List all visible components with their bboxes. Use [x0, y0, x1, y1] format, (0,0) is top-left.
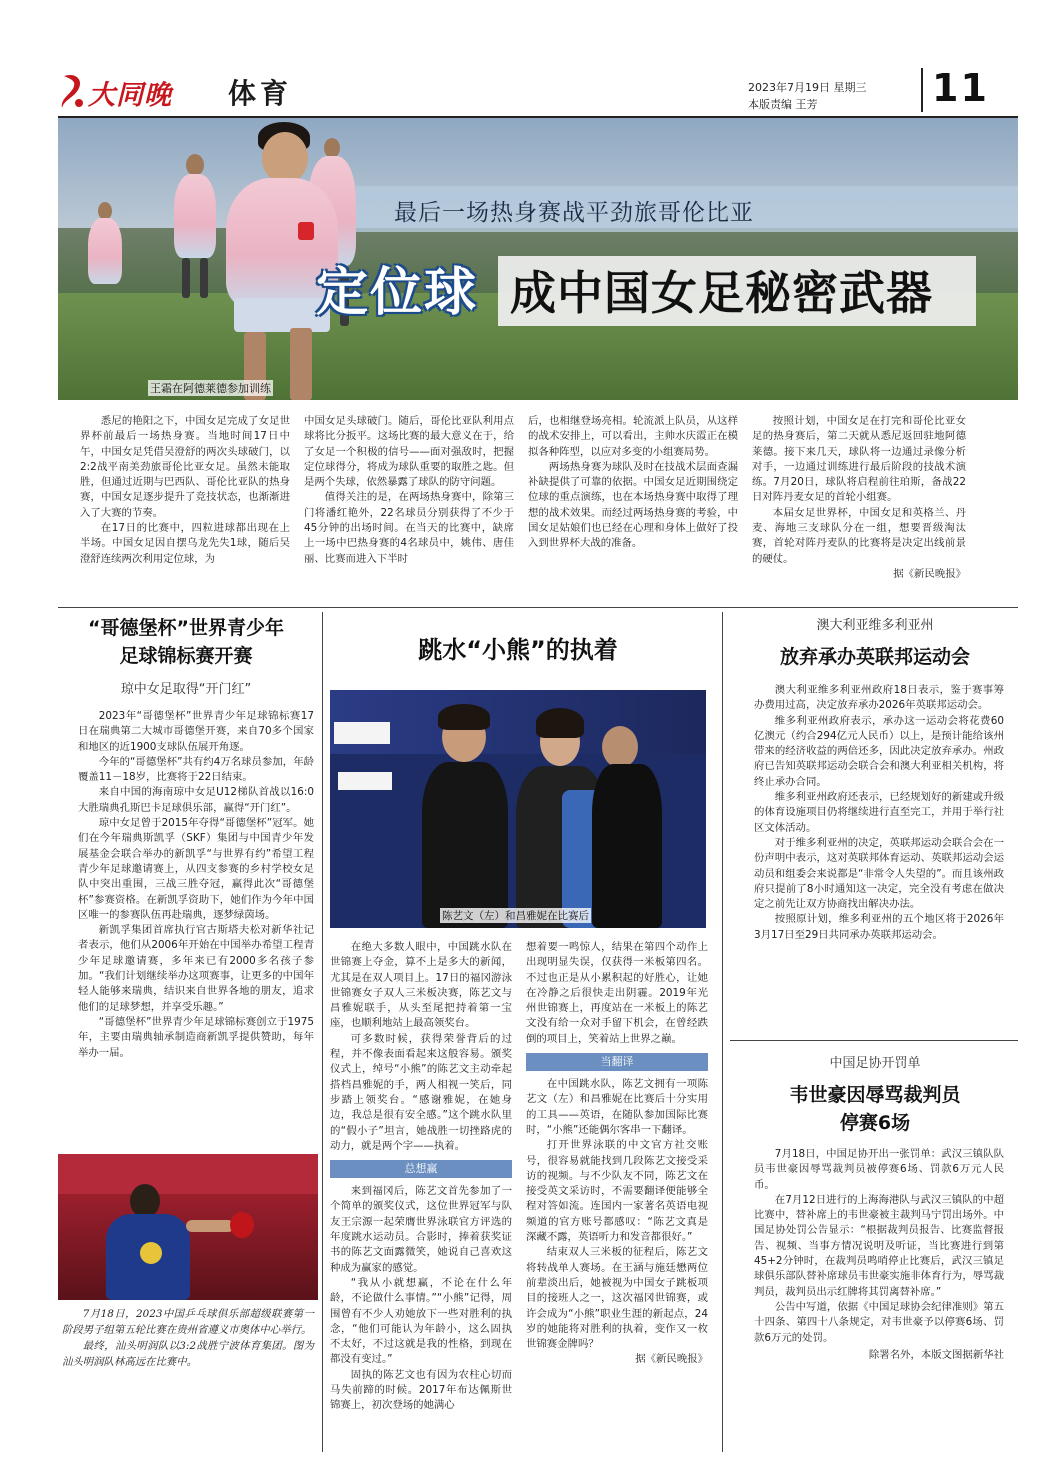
hero-subtitle: 最后一场热身赛战平劲旅哥伦比亚: [394, 200, 754, 226]
player-arm: [186, 1220, 234, 1232]
paragraph: 按照计划，中国女足在打完和哥伦比亚女足的热身赛后，第二天就从悉尼返回驻地阿德莱德。接下来几天，球队将一边通过录像分析对手，一边通过训练进行最后阶段的技战术演练。7月20日，球队将启程前往珀斯，备战22日对阵丹麦女足的首轮小组赛。: [752, 415, 966, 504]
paragraph: 维多利亚州政府表示，承办这一运动会将花费60亿澳元（约合294亿元人民币）以上，是预计能给该州带来的经济收益的两倍还多，因此决定放弃承办。州政府已告知英联邦运动会联合会和澳大利亚相关机构，将终止承办合同。: [754, 714, 1004, 788]
diving-photo: [330, 690, 706, 928]
column-rule: [322, 612, 323, 1452]
caption-paragraph: 最终，汕头明润队以3:2战胜宁波体育集团。图为汕头明润队林高远在比赛中。: [62, 1340, 314, 1368]
victoria-headline: 放弃承办英联邦运动会: [779, 646, 970, 668]
penalty-article: [732, 1052, 1018, 1363]
player-figure: [174, 174, 216, 258]
paragraph: 公告中写道，依据《中国足球协会纪律准则》第五十四条、第四十八条规定，对韦世豪予以停赛6场、罚款6万元的处罚。: [754, 1300, 1004, 1344]
victoria-kicker: 澳大利亚维多利亚州: [816, 618, 934, 633]
paragraph: 来到福冈后，陈艺文首先参加了一个简单的颁奖仪式，这位世界冠军与队友王宗源一起荣膺世界泳联官方评选的年度跳水运动员。合影时，捧着获奖证书的陈艺文面露微笑，她说自己喜欢这种成为赢家的感觉。: [330, 1185, 512, 1274]
paragraph: 值得关注的是，在两场热身赛中，除第三门将潘红艳外，22名球员分别获得了不少于45分钟的出场时间。在当天的比赛中，缺席上一场中巴热身赛的4名球员中，姚伟、唐佳丽、比赛而进入下半时: [304, 491, 514, 565]
diving-subhead-2: 当翻译: [526, 1053, 708, 1071]
penalty-headline-1: 韦世豪因辱骂裁判员: [789, 1084, 961, 1106]
paragraph: 澳大利亚维多利亚州政府18日表示，鉴于赛事筹办费用过高，决定放弃承办2026年英联邦运动会。: [754, 684, 1004, 712]
paragraph: 7月18日，中国足协开出一张罚单：武汉三镇队队员韦世豪因辱骂裁判员被停赛6场、罚款6万元人民币。: [754, 1148, 1004, 1191]
paragraph: 在中国跳水队，陈艺文拥有一项陈艺文（左）和昌雅妮在比赛后十分实用的工具——英语，在随队参加国际比赛时，“小熊”还能偶尔客串一下翻译。: [526, 1078, 708, 1136]
pingpong-photo: [58, 1154, 318, 1300]
player-figure: [186, 154, 204, 176]
penalty-headline-2: 停赛6场: [839, 1112, 911, 1134]
article-source: [754, 1348, 1004, 1363]
team-badge-icon: [298, 222, 314, 240]
article-source: [752, 567, 966, 582]
paddle-icon: [230, 1212, 254, 1238]
sponsor-logo: [338, 772, 392, 790]
main-article-col-4: [752, 414, 966, 582]
paragraph: 来自中国的海南琼中女足U12梯队首战以16:0大胜瑞典孔斯巴卡足球俱乐部，赢得“开门红”。: [78, 786, 314, 814]
article-source: [526, 1352, 708, 1367]
paragraph: 2023年“哥德堡杯”世界青少年足球锦标赛17日在瑞典第二大城市哥德堡开赛，来自70多个国家和地区的近1900支球队伍展开角逐。: [78, 710, 314, 753]
paragraph: 新凯孚集团首席执行官古斯塔夫松对新华社记者表示，他们从2006年开始在中国举办希望工程青少年足球邀请赛，多年来已有2000多名孩子参加。“我们计划继续举办这项赛事，让更多的中国年轻人能够来瑞典，结识来自世界各地的朋友，追求他们的足球梦想，并享受乐趣。”: [78, 924, 314, 1013]
header-divider: [921, 68, 923, 112]
diving-subhead-1: 总想赢: [330, 1160, 512, 1178]
paragraph: 在7月12日进行的上海海港队与武汉三镇队的中超比赛中，替补席上的韦世豪被主裁判马宁罚出场外。中国足协处罚公告显示：“根据裁判员报告、比赛监督报告、视频、当事方情况说明及听证，当比赛进行到第45+2分钟时，在裁判员鸣哨停止比赛后，武汉三镇足球俱乐部队替补席球员韦世豪实施非体育行为，辱骂裁判员，裁判员出示红牌将其罚离替补席。”: [754, 1193, 1004, 1298]
gothia-article: [58, 614, 314, 1061]
hero-photo: [58, 118, 1018, 400]
column-rule: [722, 612, 723, 1452]
penalty-body: [732, 1147, 1004, 1363]
section-rule: [730, 1040, 1018, 1041]
penalty-kicker: 中国足协开罚单: [829, 1056, 921, 1071]
jersey-logo-icon: [140, 1242, 162, 1264]
coach-head: [602, 726, 638, 768]
diving-col-2: [526, 940, 708, 1367]
pingpong-caption: [62, 1306, 314, 1370]
victoria-article: [732, 614, 1018, 943]
paragraph: 在绝大多数人眼中，中国跳水队在世锦赛上夺金，算不上是多大的新闻，尤其是在双人项目上。17日的福冈游泳世锦赛女子双人三米板决赛，陈艺文与昌雅妮联手，从头至尾把持着第一宝座，也顺利地站上最高领奖台。: [330, 941, 512, 1030]
diver-body: [422, 762, 508, 928]
logo-text: 大同晚: [88, 80, 172, 111]
victoria-body: [732, 683, 1004, 943]
player-figure: [182, 258, 190, 298]
paragraph: 两场热身赛为球队及时在技战术层面查漏补缺提供了可靠的依据。中国女足近期围绕定位球的重点演练，也在本场热身赛中取得了理想的战术效果。而经过两场热身赛的考验，中国女足姑娘们也已经在心理和身体上做好了投入到世界杯大战的准备。: [528, 460, 738, 550]
issue-date: 2023年7月19日 星期三: [748, 81, 867, 94]
page-number: 11: [932, 66, 989, 110]
newspaper-logo[interactable]: [58, 70, 186, 112]
source-text: 除署名外，本版文图据新华社: [868, 1348, 1004, 1361]
source-text: 据《新民晚报》: [893, 567, 966, 580]
paragraph: 对于维多利亚州的决定，英联邦运动会联合会在一份声明中表示，这对英联邦体育运动、英联邦运动会运动员和组委会来说都是“非常令人失望的”。而且该州政府只提前了8小时通知这一决定，完全没有考虑在做决定之前先让双方协商找出解决办法。: [754, 836, 1004, 911]
hero-title-right: 成中国女足秘密武器: [510, 266, 933, 320]
caption-paragraph: 7月18日，2023中国乒乓球俱乐部超级联赛第一阶段男子组第五轮比赛在贵州省遵义市奥体中心举行。: [62, 1308, 314, 1336]
paragraph: 结束双人三米板的征程后，陈艺文将转战单人赛场。在王涵与施廷懋两位前辈淡出后，她被视为中国女子跳板项目的接班人之一，这次福冈世锦赛，或许会成为“小熊”职业生涯的新起点，24岁的她能将对胜利的执着，变作又一枚世锦赛金牌吗？: [526, 1246, 708, 1351]
main-player: [290, 328, 312, 400]
paragraph: 本届女足世界杯，中国女足和英格兰、丹麦、海地三支球队分在一组，想要晋级淘汰赛，首轮对阵丹麦队的比赛将是决定出线前景的硬仗。: [752, 506, 966, 565]
paragraph: 想着要一鸣惊人，结果在第四个动作上出现明显失误，仅获得一米板第四名。不过也正是从小累积起的好胜心，让她在冷静之后很快走出阴霾。2019年光州世锦赛上，再度站在一米板上的陈艺文没有给一众对手留下机会，在曾经跌倒的项目上，笑着站上世界之巅。: [526, 941, 708, 1045]
paragraph: “哥德堡杯”世界青少年足球锦标赛创立于1975年，主要由瑞典轴承制造商新凯孚提供赞助，每年举办一届。: [78, 1015, 314, 1059]
paragraph: “我从小就想赢，不论在什么年龄，不论做什么事情。”“小熊”记得，周围曾有不少人劝她放下一些对胜利的执念，“他们可能认为年龄小，这么固执不太好，不过这就是我的性格，到现在都没有变过。”: [330, 1276, 512, 1366]
paragraph: 维多利亚州政府还表示，已经规划好的新建或升级的体育设施项目仍将继续进行直至完工，并用于举行社区文体活动。: [754, 791, 1004, 834]
gothia-kicker: 琼中女足取得“开门红”: [120, 682, 252, 697]
main-player: [262, 132, 308, 184]
section-rule: [58, 607, 1018, 608]
page-editor: 本版责编 王芳: [748, 98, 818, 111]
paragraph: 按照原计划，维多利亚州的五个地区将于2026年3月17日至29日共同承办英联邦运动会。: [754, 913, 1004, 941]
diver-hair: [438, 704, 490, 730]
paragraph: 在17日的比赛中，四粒进球都出现在上半场。中国女足因自摆乌龙先失1球，随后吴澄舒连续两次利用定位球，为: [80, 522, 290, 565]
hero-caption: 王霜在阿德莱德参加训练: [150, 382, 271, 395]
diving-headline: 跳水“小熊”的执着: [418, 636, 618, 664]
gothia-headline-2: 足球锦标赛开赛: [119, 645, 253, 667]
player-figure: [324, 138, 340, 158]
logo-mark-icon: [58, 70, 88, 112]
diver-hair: [536, 708, 584, 738]
diving-photo-caption: 陈艺文（左）和昌雅妮在比赛后: [442, 910, 589, 922]
main-article-col-2: [304, 414, 514, 567]
section-title: 体育: [228, 77, 293, 110]
player-head: [130, 1184, 160, 1218]
sponsor-logo: [334, 722, 390, 744]
paragraph: 今年的“哥德堡杯”共有约4万名球员参加，年龄覆盖11－18岁，比赛将于22日结束。: [78, 755, 314, 784]
coach-body: [592, 764, 662, 928]
main-article-col-3: [528, 414, 738, 552]
main-article-col-1: [80, 414, 290, 567]
hero-title-left: 定位球: [316, 263, 479, 323]
paragraph: 琼中女足曾于2015年夺得“哥德堡杯”冠军。她们在今年瑞典斯凯孚（SKF）集团与中国青少年发展基金会联合举办的新凯孚“与世界有约”希望工程青少年足球邀请赛上，从四支参赛的乡村学校女足队中突出重围，三战三胜夺冠，赢得此次“哥德堡杯”参赛资格。在新凯孚资助下，她们作为今年中国区唯一的参赛队伍再赴瑞典，逐梦绿茵场。: [78, 817, 314, 921]
paragraph: 悉尼的艳阳之下，中国女足完成了女足世界杯前最后一场热身赛。当地时间17日中午，中国女足凭借吴澄舒的两次头球破门，以2:2战平南美劲旅哥伦比亚女足。虽然未能取胜，但通过近期与巴西队、哥伦比亚队的热身赛，中国女足逐步提升了竞技状态，也渐渐进入了大赛的节奏。: [80, 415, 290, 519]
paragraph: 固执的陈艺文也有因为农柱心切而马失前蹄的时候。2017年布达佩斯世锦赛上，初次登场的她满心: [330, 1368, 512, 1412]
player-figure: [88, 218, 122, 284]
gothia-body: [58, 709, 314, 1061]
player-figure: [200, 258, 208, 298]
paragraph: 打开世界泳联的中文官方社交账号，很容易就能找到几段陈艺文接受采访的视频。与不少队友不同，陈艺文在接受英文采访时，不需要翻译便能够全程对答如流。连国内一家著名英语电视频道的官方账号都感叹：“陈艺文真是深藏不露，英语听力和发音都很好。”: [526, 1139, 708, 1244]
photo-backdrop: [58, 1154, 318, 1194]
paragraph: 后，也相继登场亮相。轮流派上队员，从这样的战术安排上，可以看出，主帅水庆霞正在模拟各种阵型，以应对多变的小组赛局势。: [528, 415, 738, 458]
gothia-headline-1: “哥德堡杯”世界青少年: [88, 617, 284, 639]
paragraph: 中国女足头球破门。随后，哥伦比亚队利用点球将比分扳平。这场比赛的最大意义在于，给了女足一个积极的信号——面对强敌时，把握定位球得分，将成为球队重要的取胜之匙。但是两个失球，依然暴露了球队的防守问题。: [304, 415, 514, 489]
paragraph: 可多数时候，获得荣誉背后的过程，并不像表面看起来这般容易。颁奖仪式上，绰号“小熊”的陈艺文主动牵起搭档昌雅妮的手，两人相视一笑后，同步踏上领奖台。“感谢雅妮，在她身边，我总是很有安全感。”这个跳水队里的“假小子”坦言，她战胜一切挫路虎的动力，就是两个字——执着。: [330, 1032, 512, 1152]
diving-col-1: [330, 940, 512, 1414]
source-text: 据《新民晚报》: [635, 1353, 708, 1366]
